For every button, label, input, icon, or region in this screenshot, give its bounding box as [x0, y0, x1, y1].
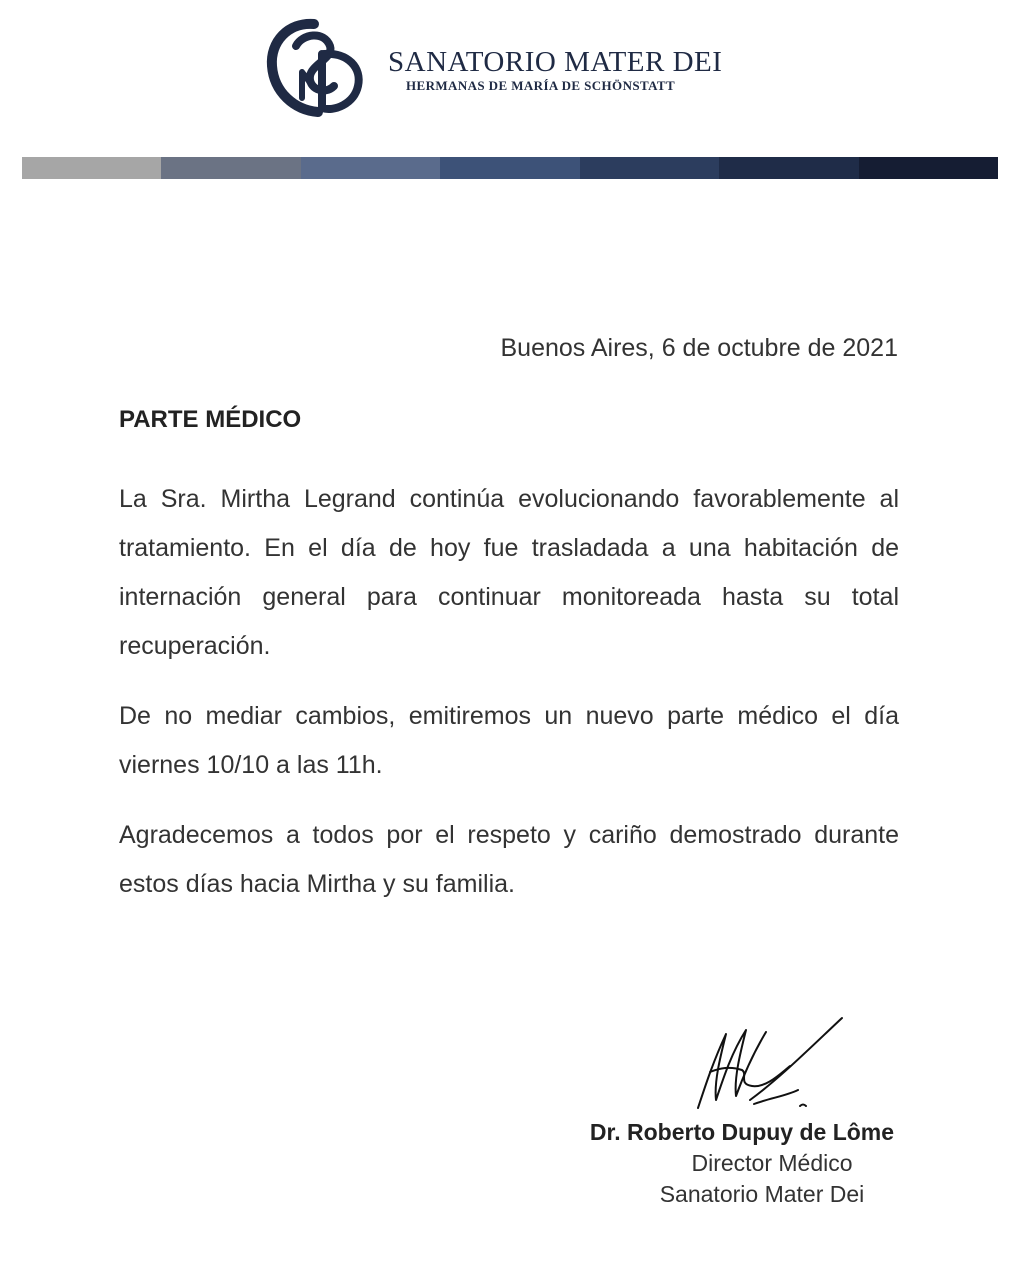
color-band-segment: [719, 157, 858, 179]
color-band-segment: [580, 157, 719, 179]
letter-date: Buenos Aires, 6 de octubre de 2021: [500, 334, 898, 362]
letterhead-color-band: [22, 157, 998, 179]
sanatorio-logo-icon: [262, 12, 374, 124]
brand-name: SANATORIO MATER DEI: [388, 46, 723, 78]
signature-block: [572, 1116, 912, 1210]
color-band-segment: [301, 157, 440, 179]
signatory-role: Director Médico: [691, 1150, 853, 1176]
letter-body: [119, 475, 899, 930]
brand: [388, 46, 722, 94]
color-band-segment: [22, 157, 161, 179]
paragraph: Agradecemos a todos por el respeto y cariño demostrado durante estos días hacia Mirtha y su familia.: [119, 821, 899, 898]
paragraph: La Sra. Mirtha Legrand continúa evolucionando favorablemente al tratamiento. En el día de hoy fue trasladada a una habitación de internación general para continuar monitoreada hasta su total recuperación.: [119, 485, 899, 660]
document-title: PARTE MÉDICO: [119, 406, 302, 433]
handwritten-signature: [690, 1012, 850, 1116]
signatory-organization: Sanatorio Mater Dei: [659, 1181, 865, 1207]
paragraph: De no mediar cambios, emitiremos un nuevo parte médico el día viernes 10/10 a las 11h.: [119, 702, 899, 779]
brand-subtitle: HERMANAS DE MARÍA DE SCHÖNSTATT: [406, 78, 676, 93]
signatory-name: Dr. Roberto Dupuy de Lôme: [589, 1119, 895, 1145]
color-band-segment: [161, 157, 300, 179]
color-band-segment: [440, 157, 579, 179]
color-band-segment: [859, 157, 998, 179]
letterhead: [0, 0, 1017, 200]
